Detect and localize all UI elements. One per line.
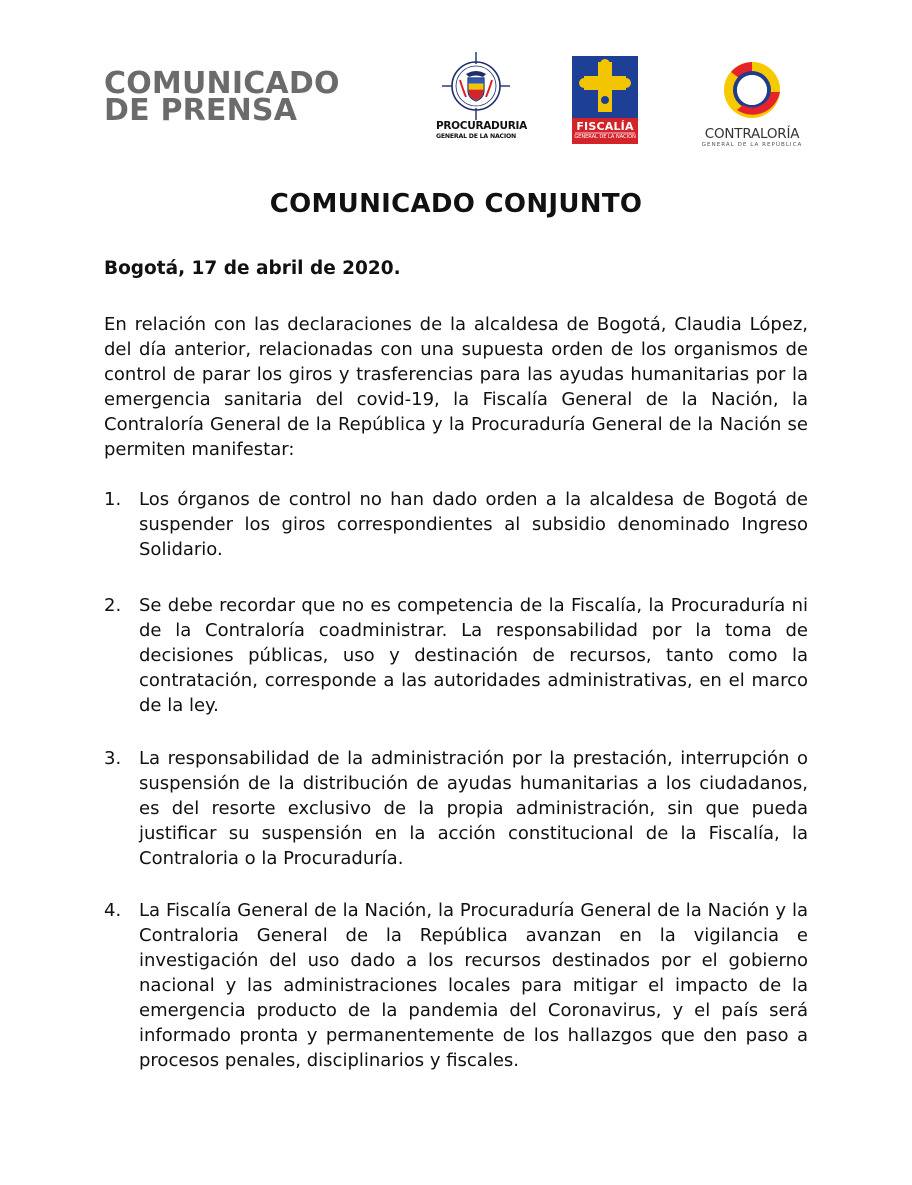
- point-text: La Fiscalía General de la Nación, la Procuraduría General de la Nación y la Contraloria General de la República avanzan en la vigilancia e investigación del uso dado a los recursos destinados por el gobierno nacional y las administraciones locales para mitigar el impacto de la emergencia producto de la pandemia del Coronavirus, y el país será informado pronta y permanentemente de los hallazgos que den paso a procesos penales, disciplinarios y fiscales.: [139, 900, 808, 1071]
- dateline: Bogotá, 17 de abril de 2020.: [104, 258, 401, 279]
- point-text: La responsabilidad de la administración por la prestación, interrupción o suspensión de la distribución de ayudas humanitarias a los ciudadanos, es del resorte exclusivo de la propia administración, sin que pueda justificar su suspensión en la acción constitucional de la Fiscalía, la Contraloria o la Procuraduría.: [139, 748, 808, 869]
- procuraduria-seal-icon: [436, 50, 516, 122]
- procuraduria-logo: [436, 50, 527, 146]
- press-release-heading-line1: COMUNICADO: [104, 66, 340, 101]
- point-number: 4.: [104, 900, 122, 921]
- document-title: COMUNICADO CONJUNTO: [269, 189, 643, 219]
- list-item: [104, 593, 808, 718]
- procuraduria-caption-line2: GENERAL DE LA NACION: [436, 133, 517, 140]
- list-item: [104, 487, 808, 562]
- intro-paragraph: En relación con las declaraciones de la alcaldesa de Bogotá, Claudia López, del día anterior, relacionadas con una supuesta orden de los organismos de control de parar los giros y trasferencias para las ayudas humanitarias por la emergencia sanitaria del covid-19, la Fiscalía General de la Nación, la Contraloría General de la República y la Procuraduría General de la Nación se permiten manifestar:: [104, 314, 808, 460]
- point-number: 2.: [104, 595, 122, 616]
- contraloria-logo: [695, 60, 809, 150]
- contraloria-caption-line1: CONTRALORÍA: [704, 126, 800, 142]
- point-number: 3.: [104, 748, 122, 769]
- fiscalia-caption-line1: FISCALÍA: [576, 120, 634, 133]
- procuraduria-caption-line1: PROCURADURIA: [436, 120, 527, 132]
- point-text: Se debe recordar que no es competencia de la Fiscalía, la Procuraduría ni de la Contraloría coadministrar. La responsabilidad por la toma de decisiones públicas, uso y destinación de recursos, tanto como la contratación, corresponde a las autoridades administrativas, en el marco de la ley.: [139, 595, 808, 716]
- press-release-heading-line2: DE PRENSA: [104, 93, 298, 128]
- fiscalia-caption-line2: GENERAL DE LA NACIÓN: [574, 134, 636, 140]
- point-text: Los órganos de control no han dado orden a la alcaldesa de Bogotá de suspender los giros correspondientes al subsidio denominado Ingreso Solidario.: [139, 489, 808, 560]
- contraloria-circle-icon: [695, 60, 809, 124]
- contraloria-caption-line2: GENERAL DE LA REPÚBLICA: [701, 142, 803, 148]
- list-item: [104, 898, 808, 1073]
- press-release-heading: [104, 66, 340, 128]
- fiscalia-logo: [572, 56, 638, 144]
- list-item: [104, 746, 808, 871]
- point-number: 1.: [104, 489, 122, 510]
